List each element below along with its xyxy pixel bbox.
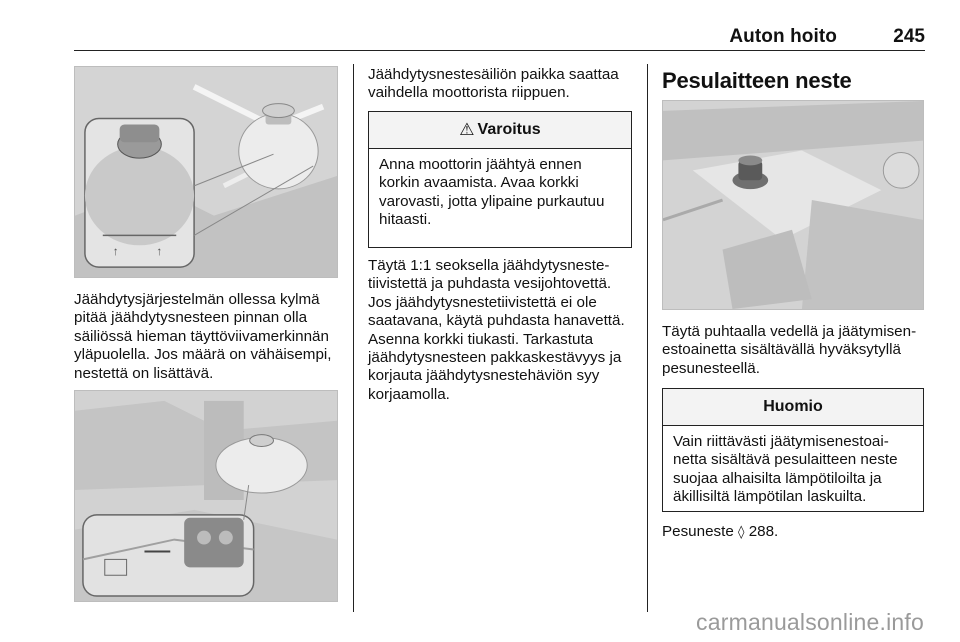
svg-text:↑: ↑ (112, 244, 119, 259)
page-header (74, 26, 925, 51)
warning-triangle-icon: ⚠ (459, 120, 475, 139)
note-header (663, 389, 923, 426)
washer-fill-paragraph: Täytä puhtaalla vedellä ja jäätymisenestoainetta sisältävällä hyväksytyllä pesunesteellä. (662, 323, 917, 377)
column-divider (353, 64, 354, 612)
warning-box (368, 111, 632, 248)
watermark-text: carmanualsonline.info (696, 609, 924, 635)
washer-fluid-reference (662, 523, 924, 542)
reference-label: Pesuneste (662, 523, 734, 540)
section-title: Auton hoito (729, 26, 837, 47)
warning-body: Anna moottorin jäähtyä ennen korkin avaamista. Avaa korkki varovasti, jotta ylipaine purkautuu hitaasti. (379, 156, 605, 229)
coolant-fill-paragraph: Täytä 1:1 seoksella jäähdytysnestetiivistettä ja puhdasta vesijohtovettä. Jos jäähdytysnestetiivistettä ei ole saatavana, käytä puhdasta hanavettä. Asenna korkki tiukasti. Tarkastuta jäähdytysnesteen pakkaskestävyys ja korjauta jäähdytysnestehäviön syy korjaamolla. (368, 257, 625, 403)
reference-page: 288. (748, 523, 779, 540)
page-reference-arrow-icon: ◊ (738, 525, 745, 540)
coolant-tank-illustration-2 (74, 390, 338, 602)
warning-title: Varoitus (477, 121, 541, 138)
column-divider (647, 64, 648, 612)
note-body: Vain riittävästi jäätymisenestoainetta sisältävä pesulaitteen neste suojaa alhaisilta lämpötiloilta ja äkillisiltä lämpötilan laskuilta. (673, 433, 898, 506)
coolant-tank-illustration-1 (74, 66, 338, 278)
page-number: 245 (893, 26, 925, 47)
washer-fluid-heading: Pesulaitteen neste (662, 68, 852, 93)
note-box (662, 388, 924, 512)
coolant-level-paragraph: Jäähdytysjärjestelmän ollessa kylmä pitää jäähdytysnesteen pinnan olla säiliössä hieman täyttöviivamerkinnän yläpuolella. Jos määrä on vähäisempi, nestettä on lisättävä. (74, 291, 332, 382)
washer-fluid-illustration (662, 100, 924, 310)
tank-location-paragraph: Jäähdytysnestesäiliön paikka saattaa vaihdella moottorista riippuen. (368, 66, 619, 102)
note-title: Huomio (763, 398, 823, 415)
warning-header (369, 112, 631, 149)
svg-text:↑: ↑ (156, 244, 163, 259)
